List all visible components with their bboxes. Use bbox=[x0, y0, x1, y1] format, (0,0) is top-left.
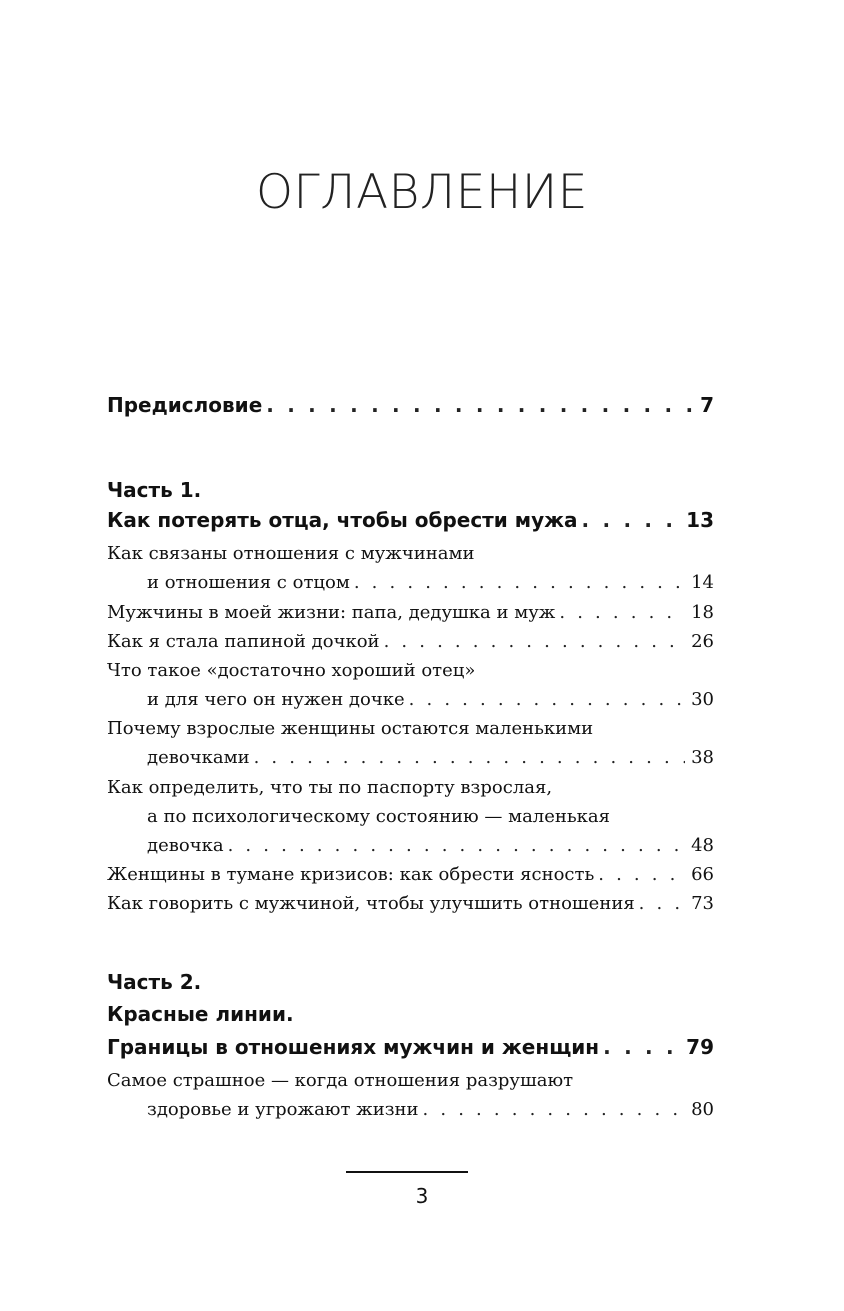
toc-entry-line[interactable] bbox=[147, 572, 714, 598]
toc-page-number: 66 bbox=[691, 864, 714, 885]
toc-entry-title: девочками bbox=[147, 747, 250, 768]
dot-leader bbox=[559, 602, 685, 623]
toc-entry-line[interactable] bbox=[107, 864, 714, 890]
toc-entry-line[interactable] bbox=[107, 602, 714, 628]
toc-page-number: 14 bbox=[691, 572, 714, 593]
toc-entry-title: Что такое «достаточно хороший отец» bbox=[107, 660, 476, 681]
toc-entry-title: Самое страшное — когда отношения разрушают bbox=[107, 1070, 574, 1091]
toc-page-number: 26 bbox=[691, 631, 714, 652]
dot-leader bbox=[639, 893, 685, 914]
toc-entry-title: Как связаны отношения с мужчинами bbox=[107, 543, 475, 564]
toc-entry-line[interactable] bbox=[107, 893, 714, 919]
dot-leader bbox=[384, 631, 686, 652]
toc-entry-title: Как потерять отца, чтобы обрести мужа bbox=[107, 508, 578, 532]
page-title: ОГЛАВЛЕНИЕ bbox=[255, 165, 588, 220]
toc-entry-title: Как я стала папиной дочкой bbox=[107, 631, 380, 652]
toc-entry-title: Почему взрослые женщины остаются маленькими bbox=[107, 718, 594, 739]
toc-page-number: 38 bbox=[691, 747, 714, 768]
toc-entry-title: Границы в отношениях мужчин и женщин bbox=[107, 1035, 600, 1059]
toc-entry-line[interactable] bbox=[147, 747, 714, 773]
toc-entry-title: и отношения с отцом bbox=[147, 572, 350, 593]
toc-entry-part-2[interactable] bbox=[107, 1035, 714, 1061]
toc-entry-title: Как определить, что ты по паспорту взрослая, bbox=[107, 777, 553, 798]
part-2-label bbox=[107, 970, 714, 996]
dot-leader bbox=[354, 572, 685, 593]
dot-leader bbox=[423, 1099, 686, 1120]
toc-entry-title: и для чего он нужен дочке bbox=[147, 689, 405, 710]
toc-entry-part-1[interactable] bbox=[107, 508, 714, 534]
toc-entry-line[interactable] bbox=[147, 1099, 714, 1125]
part-2-title-line bbox=[107, 1002, 714, 1028]
toc-page-number: 18 bbox=[691, 602, 714, 623]
toc-entry-line[interactable] bbox=[147, 689, 714, 715]
toc-entry-line[interactable] bbox=[107, 1070, 714, 1096]
toc-entry-line[interactable] bbox=[107, 777, 714, 803]
toc-entry-preface[interactable] bbox=[107, 393, 714, 419]
toc-entry-title: Женщины в тумане кризисов: как обрести ясность bbox=[107, 864, 595, 885]
toc-entry-line[interactable] bbox=[107, 543, 714, 569]
dot-leader bbox=[228, 835, 686, 856]
dot-leader bbox=[582, 508, 681, 532]
toc-entry-line[interactable] bbox=[107, 631, 714, 657]
toc-entry-line[interactable] bbox=[107, 660, 714, 686]
toc-entry-title: здоровье и угрожают жизни bbox=[147, 1099, 419, 1120]
toc-entry-title: Мужчины в моей жизни: папа, дедушка и муж bbox=[107, 602, 556, 623]
toc-entry-line[interactable] bbox=[107, 718, 714, 744]
toc-entry-title: Как говорить с мужчиной, чтобы улучшить отношения bbox=[107, 893, 635, 914]
dot-leader bbox=[603, 1035, 680, 1059]
toc-entry-title: девочка bbox=[147, 835, 224, 856]
dot-leader bbox=[409, 689, 685, 710]
toc-entry-title: а по психологическому состоянию — маленькая bbox=[147, 806, 611, 827]
part-label-text: Часть 2. bbox=[107, 970, 202, 994]
footer-rule bbox=[346, 1171, 468, 1173]
toc-entry-title: Предисловие bbox=[107, 393, 263, 417]
toc-entry-line[interactable] bbox=[147, 835, 714, 861]
toc-page-number: 73 bbox=[691, 893, 714, 914]
dot-leader bbox=[598, 864, 685, 885]
toc-page-number: 48 bbox=[691, 835, 714, 856]
part-1-label bbox=[107, 478, 714, 504]
toc-page-number: 7 bbox=[700, 393, 714, 417]
toc-entry-line[interactable] bbox=[147, 806, 714, 832]
dot-leader bbox=[266, 393, 694, 417]
dot-leader bbox=[254, 747, 686, 768]
toc-page-number: 30 bbox=[691, 689, 714, 710]
toc-entry-title: Красные линии. bbox=[107, 1002, 294, 1026]
toc-page-number: 79 bbox=[686, 1035, 714, 1059]
toc-page-number: 13 bbox=[686, 508, 714, 532]
footer-page-number: 3 bbox=[415, 1184, 429, 1208]
toc-page-number: 80 bbox=[691, 1099, 714, 1120]
part-label-text: Часть 1. bbox=[107, 478, 202, 502]
